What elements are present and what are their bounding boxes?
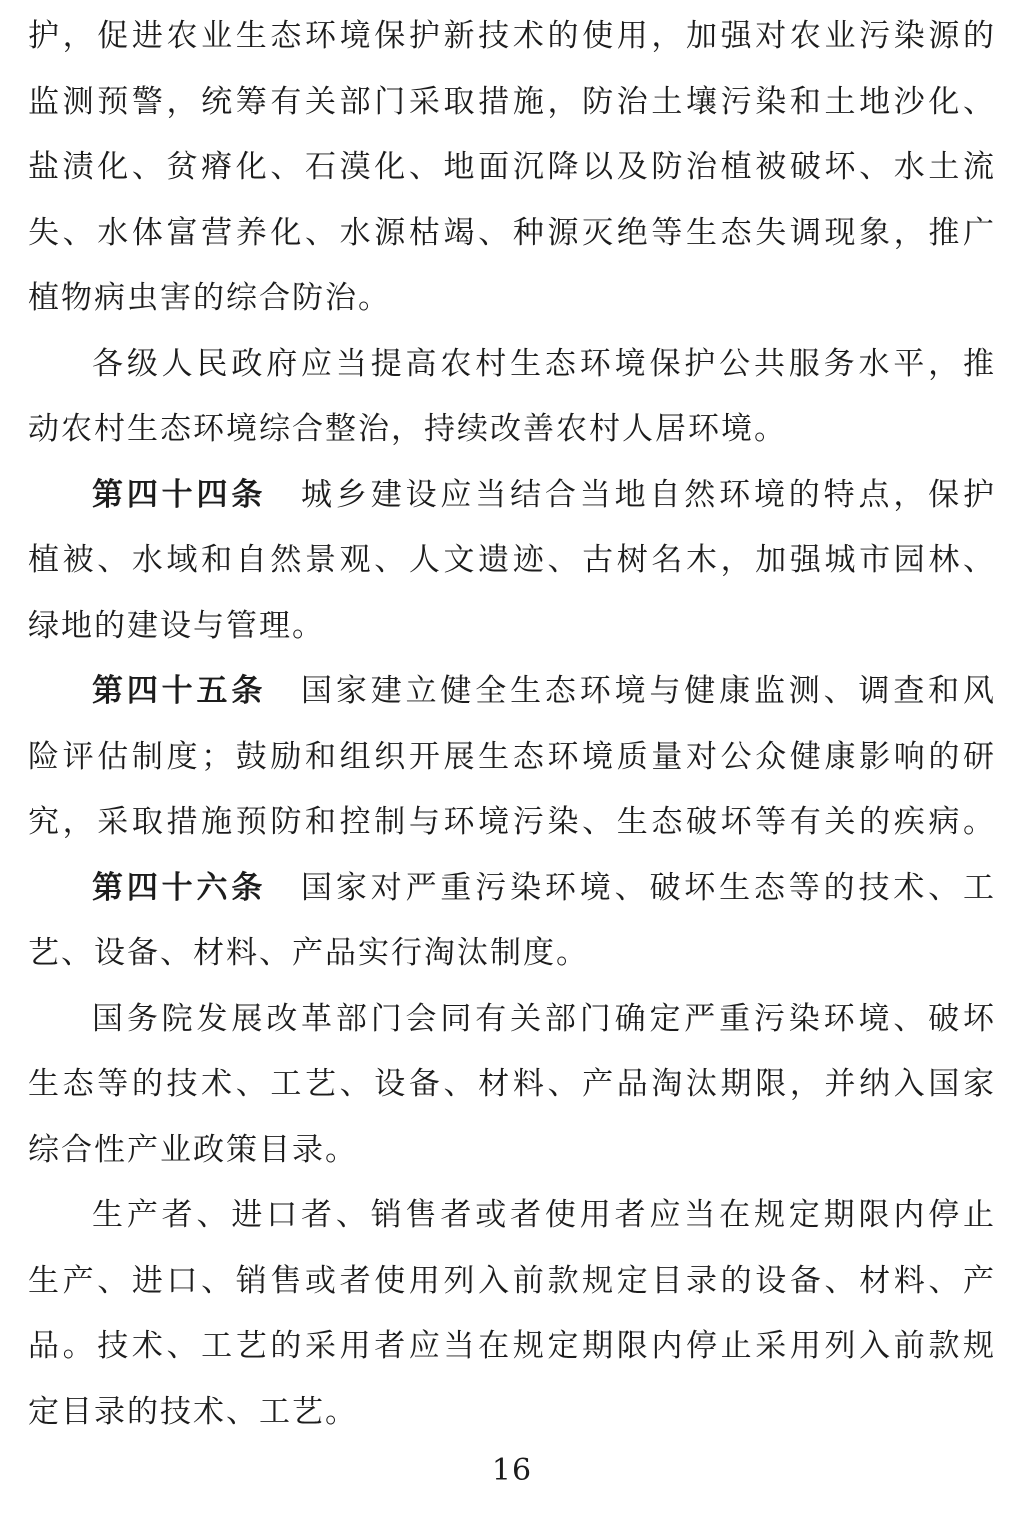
article-number: 第四十五条 [92, 673, 267, 709]
line-text: 各级人民政府应当提高农村生态环境保护公共服务水平，推 [92, 345, 996, 382]
text-line [28, 1380, 996, 1446]
text-line [28, 201, 996, 267]
line-text: 监测预警，统筹有关部门采取措施，防治土壤污染和土地沙化、 [28, 83, 996, 120]
text-line [28, 659, 996, 725]
text-line [28, 70, 996, 136]
text-line [28, 921, 996, 987]
text-line [28, 987, 996, 1053]
line-text: 究，采取措施预防和控制与环境污染、生态破坏等有关的疾病。 [28, 804, 996, 840]
line-text: 定目录的技术、工艺。 [28, 1393, 358, 1430]
page-number: 16 [491, 1453, 533, 1488]
article-number: 第四十六条 [92, 869, 267, 906]
line-text: 国家建立健全生态环境与健康监测、调查和风 [266, 673, 996, 709]
line-text: 国务院发展改革部门会同有关部门确定严重污染环境、破坏 [92, 1000, 996, 1037]
text-line [28, 1249, 996, 1315]
line-text: 险评估制度；鼓励和组织开展生态环境质量对公众健康影响的研 [28, 738, 996, 775]
text-line [28, 1052, 996, 1118]
text-line [28, 332, 996, 398]
text-line [28, 135, 996, 201]
line-text: 盐渍化、贫瘠化、石漠化、地面沉降以及防治植被破坏、水土流 [28, 149, 996, 185]
line-text: 生态等的技术、工艺、设备、材料、产品淘汰期限，并纳入国家 [28, 1066, 996, 1102]
body-text [28, 4, 996, 1445]
line-text: 绿地的建设与管理。 [28, 607, 325, 644]
line-text: 综合性产业政策目录。 [28, 1131, 358, 1168]
text-line [28, 1183, 996, 1249]
text-line [28, 856, 996, 922]
line-text: 动农村生态环境综合整治，持续改善农村人居环境。 [28, 411, 787, 447]
text-line [28, 266, 996, 332]
text-line [28, 528, 996, 594]
line-text: 国家对严重污染环境、破坏生态等的技术、工 [266, 869, 996, 906]
line-text: 植物病虫害的综合防治。 [28, 280, 391, 316]
line-text: 艺、设备、材料、产品实行淘汰制度。 [28, 935, 589, 971]
line-text: 生产、进口、销售或者使用列入前款规定目录的设备、材料、产 [28, 1262, 996, 1299]
text-line [28, 463, 996, 529]
line-text: 失、水体富营养化、水源枯竭、种源灭绝等生态失调现象，推广 [28, 214, 996, 251]
line-text: 生产者、进口者、销售者或者使用者应当在规定期限内停止 [92, 1197, 996, 1233]
text-line [28, 4, 996, 70]
article-number: 第四十四条 [92, 476, 267, 513]
text-line [28, 1118, 996, 1184]
text-line [28, 594, 996, 660]
line-text: 护，促进农业生态环境保护新技术的使用，加强对农业污染源的 [28, 18, 996, 54]
text-line [28, 397, 996, 463]
line-text: 品。技术、工艺的采用者应当在规定期限内停止采用列入前款规 [28, 1328, 996, 1364]
text-line [28, 790, 996, 856]
line-text: 植被、水域和自然景观、人文遗迹、古树名木，加强城市园林、 [28, 542, 996, 578]
text-line [28, 1314, 996, 1380]
line-text: 城乡建设应当结合当地自然环境的特点，保护 [266, 476, 996, 513]
text-line [28, 725, 996, 791]
